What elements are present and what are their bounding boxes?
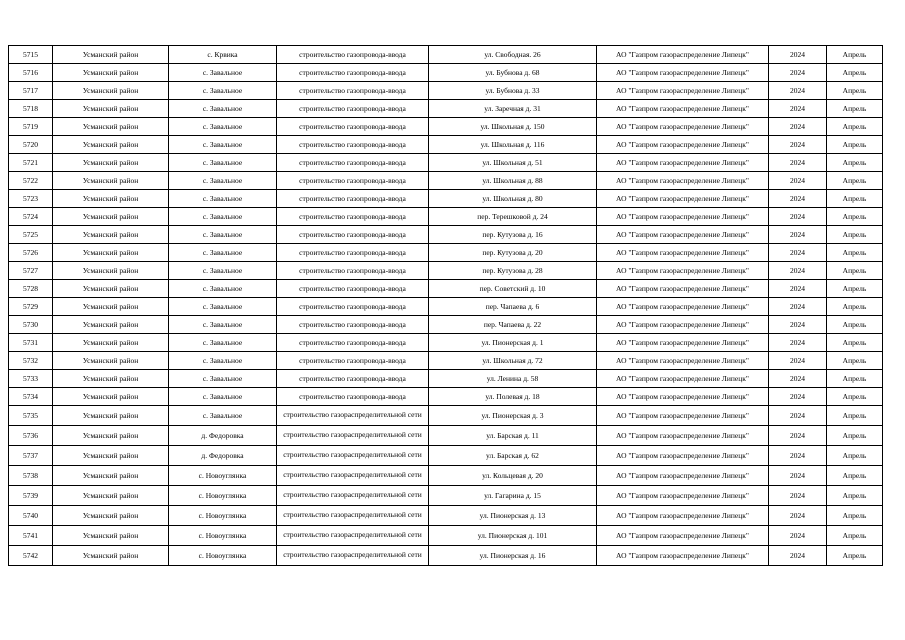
row-number-cell: 5728 (9, 280, 53, 298)
settlement-cell: д. Федоровка (169, 426, 277, 446)
settlement-cell: с. Завальное (169, 100, 277, 118)
district-cell: Усманский район (53, 298, 169, 316)
work-type-cell: строительство газопровода-ввода (277, 154, 429, 172)
settlement-cell: с. Завальное (169, 82, 277, 100)
address-cell: пер. Кутузова д. 20 (429, 244, 597, 262)
settlement-cell: с. Завальное (169, 334, 277, 352)
month-cell: Апрель (827, 406, 883, 426)
address-cell: ул. Школьная д. 150 (429, 118, 597, 136)
month-cell: Апрель (827, 82, 883, 100)
address-cell: ул. Пионерская д. 16 (429, 546, 597, 566)
year-cell: 2024 (769, 154, 827, 172)
district-cell: Усманский район (53, 64, 169, 82)
settlement-cell: с. Завальное (169, 370, 277, 388)
address-cell: пер. Терешковой д. 24 (429, 208, 597, 226)
row-number-cell: 5726 (9, 244, 53, 262)
district-cell: Усманский район (53, 172, 169, 190)
work-type-cell: строительство газопровода-ввода (277, 334, 429, 352)
table-row (9, 352, 883, 370)
organization-cell: АО "Газпром газораспределение Липецк" (597, 486, 769, 506)
work-type-cell: строительство газопровода-ввода (277, 46, 429, 64)
address-cell: пер. Чапаева д. 6 (429, 298, 597, 316)
month-cell: Апрель (827, 546, 883, 566)
settlement-cell: с. Крвика (169, 46, 277, 64)
organization-cell: АО "Газпром газораспределение Липецк" (597, 208, 769, 226)
district-cell: Усманский район (53, 280, 169, 298)
work-type-cell: строительство газопровода-ввода (277, 352, 429, 370)
address-cell: ул. Гагарина д. 15 (429, 486, 597, 506)
month-cell: Апрель (827, 426, 883, 446)
year-cell: 2024 (769, 466, 827, 486)
row-number-cell: 5715 (9, 46, 53, 64)
work-type-cell: строительство газопровода-ввода (277, 64, 429, 82)
table-row (9, 46, 883, 64)
table-row (9, 226, 883, 244)
organization-cell: АО "Газпром газораспределение Липецк" (597, 298, 769, 316)
settlement-cell: с. Завальное (169, 118, 277, 136)
month-cell: Апрель (827, 172, 883, 190)
organization-cell: АО "Газпром газораспределение Липецк" (597, 64, 769, 82)
month-cell: Апрель (827, 466, 883, 486)
table-row (9, 190, 883, 208)
year-cell: 2024 (769, 370, 827, 388)
work-type-cell: строительство газопровода-ввода (277, 262, 429, 280)
settlement-cell: с. Завальное (169, 172, 277, 190)
organization-cell: АО "Газпром газораспределение Липецк" (597, 388, 769, 406)
work-type-cell: строительство газораспределительной сети (277, 526, 429, 546)
organization-cell: АО "Газпром газораспределение Липецк" (597, 46, 769, 64)
organization-cell: АО "Газпром газораспределение Липецк" (597, 370, 769, 388)
organization-cell: АО "Газпром газораспределение Липецк" (597, 136, 769, 154)
month-cell: Апрель (827, 262, 883, 280)
address-cell: ул. Пионерская д. 101 (429, 526, 597, 546)
table-row (9, 208, 883, 226)
row-number-cell: 5716 (9, 64, 53, 82)
organization-cell: АО "Газпром газораспределение Липецк" (597, 446, 769, 466)
address-cell: пер. Кутузова д. 28 (429, 262, 597, 280)
table-body (9, 46, 883, 566)
work-type-cell: строительство газопровода-ввода (277, 208, 429, 226)
settlement-cell: с. Новоуглянка (169, 506, 277, 526)
work-type-cell: строительство газопровода-ввода (277, 82, 429, 100)
district-cell: Усманский район (53, 154, 169, 172)
organization-cell: АО "Газпром газораспределение Липецк" (597, 334, 769, 352)
organization-cell: АО "Газпром газораспределение Липецк" (597, 352, 769, 370)
district-cell: Усманский район (53, 388, 169, 406)
table-row (9, 334, 883, 352)
district-cell: Усманский район (53, 486, 169, 506)
organization-cell: АО "Газпром газораспределение Липецк" (597, 546, 769, 566)
district-cell: Усманский район (53, 370, 169, 388)
row-number-cell: 5721 (9, 154, 53, 172)
month-cell: Апрель (827, 334, 883, 352)
address-cell: ул. Ленина д. 58 (429, 370, 597, 388)
year-cell: 2024 (769, 298, 827, 316)
district-cell: Усманский район (53, 406, 169, 426)
address-cell: ул. Пионерская д. 3 (429, 406, 597, 426)
organization-cell: АО "Газпром газораспределение Липецк" (597, 526, 769, 546)
settlement-cell: с. Завальное (169, 280, 277, 298)
settlement-cell: с. Завальное (169, 388, 277, 406)
work-type-cell: строительство газопровода-ввода (277, 118, 429, 136)
district-cell: Усманский район (53, 446, 169, 466)
work-type-cell: строительство газопровода-ввода (277, 280, 429, 298)
settlement-cell: с. Завальное (169, 262, 277, 280)
district-cell: Усманский район (53, 190, 169, 208)
settlement-cell: с. Завальное (169, 406, 277, 426)
month-cell: Апрель (827, 370, 883, 388)
district-cell: Усманский район (53, 136, 169, 154)
settlement-cell: с. Завальное (169, 64, 277, 82)
month-cell: Апрель (827, 154, 883, 172)
organization-cell: АО "Газпром газораспределение Липецк" (597, 316, 769, 334)
address-cell: ул. Заречная д. 31 (429, 100, 597, 118)
work-type-cell: строительство газопровода-ввода (277, 388, 429, 406)
month-cell: Апрель (827, 486, 883, 506)
address-cell: ул. Школьная д. 116 (429, 136, 597, 154)
table-row (9, 64, 883, 82)
organization-cell: АО "Газпром газораспределение Липецк" (597, 466, 769, 486)
district-cell: Усманский район (53, 118, 169, 136)
district-cell: Усманский район (53, 466, 169, 486)
year-cell: 2024 (769, 352, 827, 370)
settlement-cell: с. Завальное (169, 226, 277, 244)
year-cell: 2024 (769, 226, 827, 244)
organization-cell: АО "Газпром газораспределение Липецк" (597, 426, 769, 446)
month-cell: Апрель (827, 298, 883, 316)
year-cell: 2024 (769, 334, 827, 352)
address-cell: ул. Бубнова д. 33 (429, 82, 597, 100)
district-cell: Усманский район (53, 82, 169, 100)
address-cell: ул. Школьная д. 72 (429, 352, 597, 370)
table-row (9, 446, 883, 466)
year-cell: 2024 (769, 136, 827, 154)
row-number-cell: 5719 (9, 118, 53, 136)
address-cell: ул. Пионерская д. 13 (429, 506, 597, 526)
table-row (9, 426, 883, 446)
settlement-cell: с. Новоуглянка (169, 486, 277, 506)
district-cell: Усманский район (53, 46, 169, 64)
district-cell: Усманский район (53, 208, 169, 226)
month-cell: Апрель (827, 526, 883, 546)
table-row (9, 316, 883, 334)
year-cell: 2024 (769, 486, 827, 506)
work-type-cell: строительство газораспределительной сети (277, 506, 429, 526)
organization-cell: АО "Газпром газораспределение Липецк" (597, 244, 769, 262)
work-type-cell: строительство газопровода-ввода (277, 298, 429, 316)
table-row (9, 466, 883, 486)
work-type-cell: строительство газораспределительной сети (277, 446, 429, 466)
year-cell: 2024 (769, 172, 827, 190)
year-cell: 2024 (769, 64, 827, 82)
address-cell: пер. Кутузова д. 16 (429, 226, 597, 244)
row-number-cell: 5729 (9, 298, 53, 316)
month-cell: Апрель (827, 506, 883, 526)
month-cell: Апрель (827, 100, 883, 118)
work-type-cell: строительство газопровода-ввода (277, 244, 429, 262)
table-row (9, 100, 883, 118)
year-cell: 2024 (769, 118, 827, 136)
work-type-cell: строительство газораспределительной сети (277, 486, 429, 506)
table-row (9, 118, 883, 136)
address-cell: ул. Школьная д. 88 (429, 172, 597, 190)
month-cell: Апрель (827, 136, 883, 154)
table-row (9, 486, 883, 506)
month-cell: Апрель (827, 316, 883, 334)
month-cell: Апрель (827, 64, 883, 82)
table-row (9, 388, 883, 406)
year-cell: 2024 (769, 262, 827, 280)
row-number-cell: 5741 (9, 526, 53, 546)
district-cell: Усманский район (53, 506, 169, 526)
settlement-cell: с. Новоуглянка (169, 466, 277, 486)
address-cell: ул. Школьная д. 80 (429, 190, 597, 208)
district-cell: Усманский район (53, 244, 169, 262)
month-cell: Апрель (827, 208, 883, 226)
organization-cell: АО "Газпром газораспределение Липецк" (597, 280, 769, 298)
work-type-cell: строительство газораспределительной сети (277, 546, 429, 566)
district-cell: Усманский район (53, 226, 169, 244)
row-number-cell: 5737 (9, 446, 53, 466)
organization-cell: АО "Газпром газораспределение Липецк" (597, 226, 769, 244)
table-row (9, 136, 883, 154)
district-cell: Усманский район (53, 262, 169, 280)
district-cell: Усманский район (53, 316, 169, 334)
address-cell: ул. Барская д. 62 (429, 446, 597, 466)
work-type-cell: строительство газораспределительной сети (277, 426, 429, 446)
organization-cell: АО "Газпром газораспределение Липецк" (597, 82, 769, 100)
month-cell: Апрель (827, 280, 883, 298)
address-cell: ул. Пионерская д. 1 (429, 334, 597, 352)
table-row (9, 262, 883, 280)
month-cell: Апрель (827, 46, 883, 64)
work-type-cell: строительство газопровода-ввода (277, 316, 429, 334)
work-type-cell: строительство газопровода-ввода (277, 172, 429, 190)
organization-cell: АО "Газпром газораспределение Липецк" (597, 506, 769, 526)
work-type-cell: строительство газопровода-ввода (277, 226, 429, 244)
district-cell: Усманский район (53, 546, 169, 566)
year-cell: 2024 (769, 316, 827, 334)
organization-cell: АО "Газпром газораспределение Липецк" (597, 100, 769, 118)
row-number-cell: 5727 (9, 262, 53, 280)
row-number-cell: 5734 (9, 388, 53, 406)
row-number-cell: 5718 (9, 100, 53, 118)
row-number-cell: 5722 (9, 172, 53, 190)
table-row (9, 280, 883, 298)
organization-cell: АО "Газпром газораспределение Липецк" (597, 172, 769, 190)
row-number-cell: 5731 (9, 334, 53, 352)
district-cell: Усманский район (53, 334, 169, 352)
year-cell: 2024 (769, 46, 827, 64)
settlement-cell: с. Завальное (169, 298, 277, 316)
settlement-cell: с. Завальное (169, 154, 277, 172)
address-cell: ул. Школьная д. 51 (429, 154, 597, 172)
year-cell: 2024 (769, 446, 827, 466)
organization-cell: АО "Газпром газораспределение Липецк" (597, 154, 769, 172)
district-cell: Усманский район (53, 426, 169, 446)
year-cell: 2024 (769, 280, 827, 298)
organization-cell: АО "Газпром газораспределение Липецк" (597, 262, 769, 280)
address-cell: пер. Чапаева д. 22 (429, 316, 597, 334)
work-type-cell: строительство газопровода-ввода (277, 136, 429, 154)
month-cell: Апрель (827, 226, 883, 244)
work-type-cell: строительство газораспределительной сети (277, 466, 429, 486)
address-cell: пер. Советский д. 10 (429, 280, 597, 298)
table-row (9, 506, 883, 526)
year-cell: 2024 (769, 526, 827, 546)
year-cell: 2024 (769, 426, 827, 446)
month-cell: Апрель (827, 190, 883, 208)
organization-cell: АО "Газпром газораспределение Липецк" (597, 118, 769, 136)
address-cell: ул. Кольцевая д. 20 (429, 466, 597, 486)
settlement-cell: д. Федоровка (169, 446, 277, 466)
table-row (9, 370, 883, 388)
table-row (9, 172, 883, 190)
district-cell: Усманский район (53, 100, 169, 118)
row-number-cell: 5730 (9, 316, 53, 334)
row-number-cell: 5742 (9, 546, 53, 566)
table-row (9, 406, 883, 426)
table-row (9, 154, 883, 172)
settlement-cell: с. Новоуглянка (169, 526, 277, 546)
row-number-cell: 5723 (9, 190, 53, 208)
settlement-cell: с. Завальное (169, 316, 277, 334)
address-cell: ул. Бубнова д. 68 (429, 64, 597, 82)
settlement-cell: с. Завальное (169, 352, 277, 370)
year-cell: 2024 (769, 244, 827, 262)
table-row (9, 546, 883, 566)
table-row (9, 298, 883, 316)
month-cell: Апрель (827, 118, 883, 136)
row-number-cell: 5740 (9, 506, 53, 526)
settlement-cell: с. Новоуглянка (169, 546, 277, 566)
row-number-cell: 5738 (9, 466, 53, 486)
settlement-cell: с. Завальное (169, 244, 277, 262)
month-cell: Апрель (827, 244, 883, 262)
year-cell: 2024 (769, 82, 827, 100)
row-number-cell: 5736 (9, 426, 53, 446)
year-cell: 2024 (769, 546, 827, 566)
table-row (9, 244, 883, 262)
work-type-cell: строительство газопровода-ввода (277, 190, 429, 208)
work-type-cell: строительство газопровода-ввода (277, 100, 429, 118)
year-cell: 2024 (769, 388, 827, 406)
settlement-cell: с. Завальное (169, 208, 277, 226)
district-cell: Усманский район (53, 526, 169, 546)
settlement-cell: с. Завальное (169, 136, 277, 154)
table-row (9, 82, 883, 100)
table-row (9, 526, 883, 546)
year-cell: 2024 (769, 406, 827, 426)
organization-cell: АО "Газпром газораспределение Липецк" (597, 190, 769, 208)
year-cell: 2024 (769, 100, 827, 118)
address-cell: ул. Свободная. 26 (429, 46, 597, 64)
month-cell: Апрель (827, 446, 883, 466)
row-number-cell: 5720 (9, 136, 53, 154)
settlement-cell: с. Завальное (169, 190, 277, 208)
row-number-cell: 5724 (9, 208, 53, 226)
year-cell: 2024 (769, 506, 827, 526)
address-cell: ул. Полевая д. 18 (429, 388, 597, 406)
district-cell: Усманский район (53, 352, 169, 370)
month-cell: Апрель (827, 388, 883, 406)
work-type-cell: строительство газораспределительной сети (277, 406, 429, 426)
month-cell: Апрель (827, 352, 883, 370)
address-cell: ул. Барская д. 11 (429, 426, 597, 446)
row-number-cell: 5735 (9, 406, 53, 426)
row-number-cell: 5725 (9, 226, 53, 244)
work-type-cell: строительство газопровода-ввода (277, 370, 429, 388)
organization-cell: АО "Газпром газораспределение Липецк" (597, 406, 769, 426)
gas-works-table (8, 45, 883, 566)
row-number-cell: 5739 (9, 486, 53, 506)
row-number-cell: 5733 (9, 370, 53, 388)
row-number-cell: 5732 (9, 352, 53, 370)
row-number-cell: 5717 (9, 82, 53, 100)
year-cell: 2024 (769, 190, 827, 208)
year-cell: 2024 (769, 208, 827, 226)
